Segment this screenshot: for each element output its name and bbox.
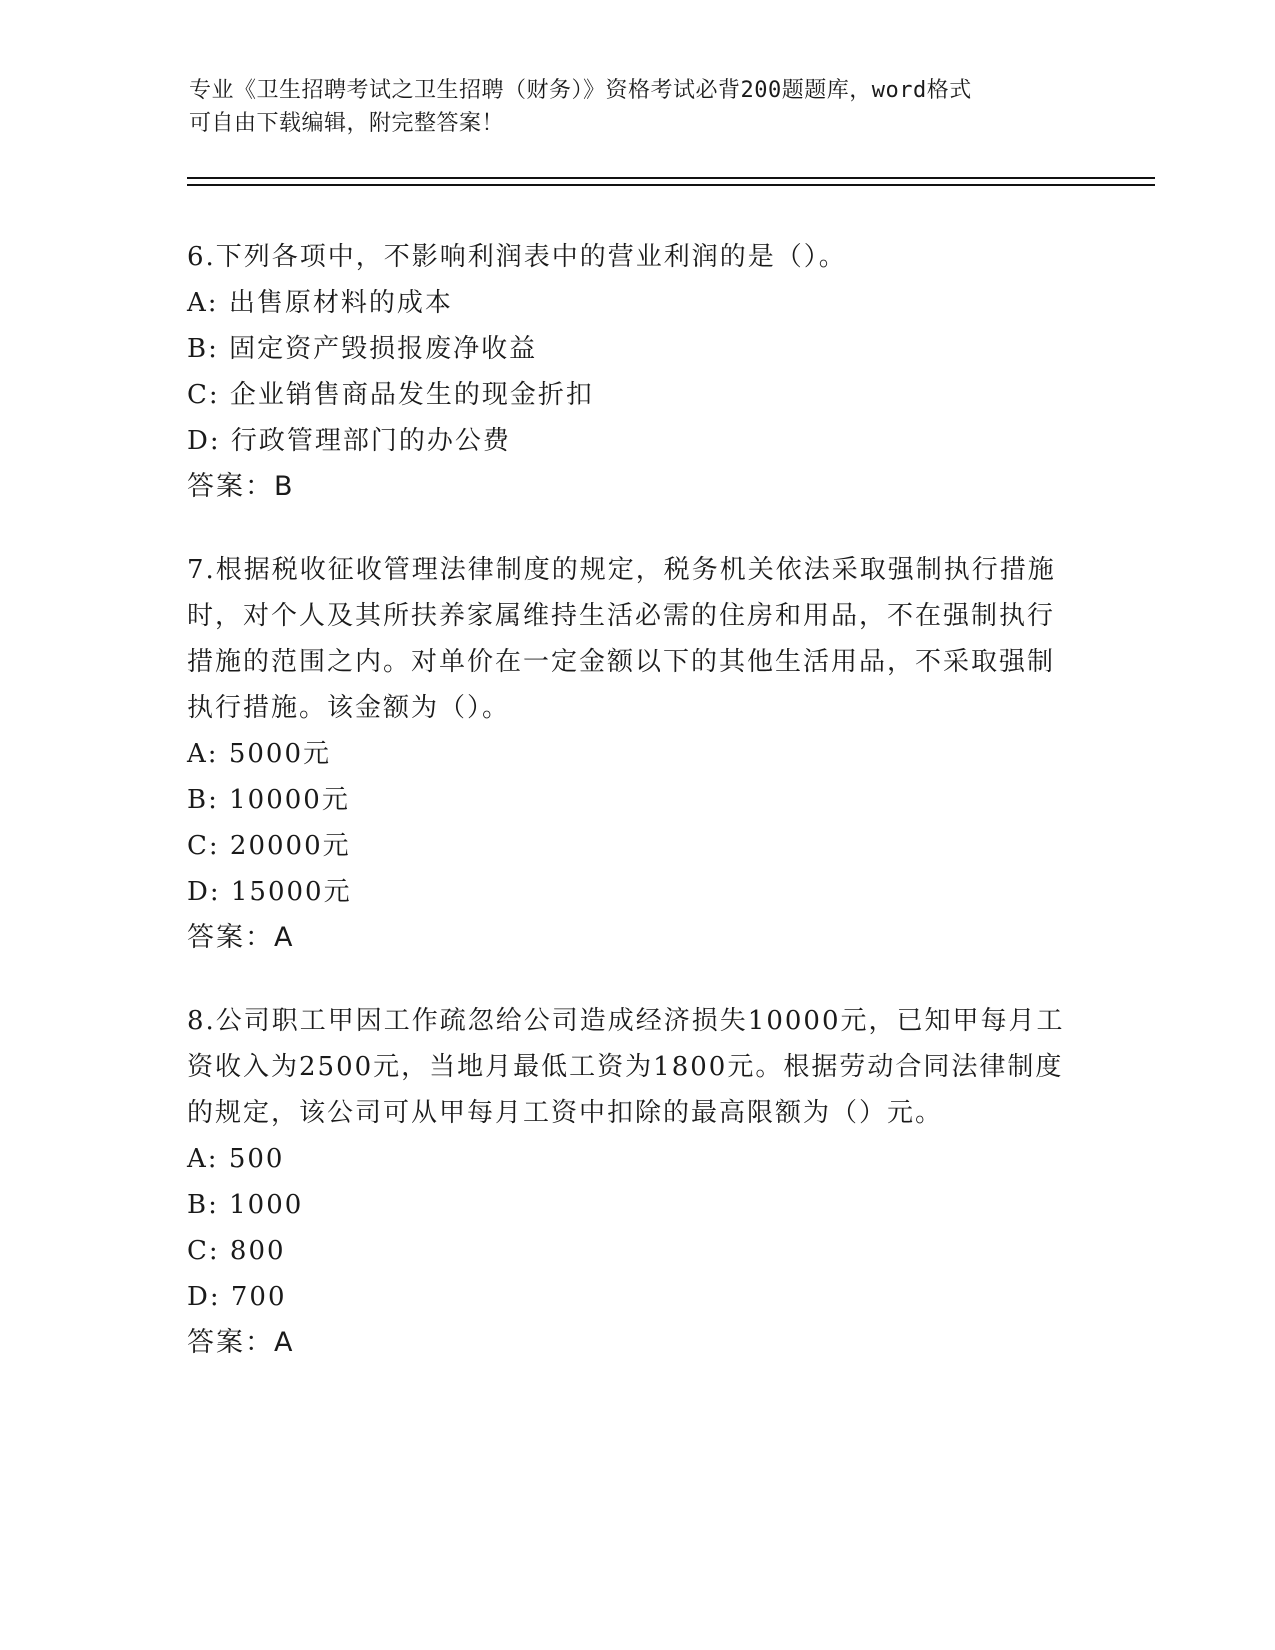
option-letter: C: — [187, 1236, 220, 1266]
option-letter: A: — [187, 288, 219, 318]
option-text: 1000 — [229, 1190, 304, 1220]
option-d — [187, 1274, 1067, 1320]
option-d — [187, 418, 1067, 464]
header-divider-top — [187, 177, 1155, 179]
option-text: 700 — [230, 1282, 287, 1312]
option-text: 20000元 — [229, 831, 351, 861]
option-b — [187, 1182, 1067, 1228]
option-c — [187, 823, 1067, 869]
option-c — [187, 372, 1067, 418]
answer-label: 答案：B — [187, 471, 295, 502]
option-text: 行政管理部门的办公费 — [230, 426, 511, 456]
option-d — [187, 869, 1067, 915]
option-letter: C: — [187, 831, 220, 861]
option-text: 500 — [228, 1144, 285, 1174]
header-divider-bottom — [187, 184, 1155, 186]
option-a — [187, 1136, 1067, 1182]
option-letter: B: — [187, 334, 219, 364]
option-text: 15000元 — [230, 877, 352, 907]
option-text: 企业销售商品发生的现金折扣 — [229, 380, 594, 410]
option-text: 10000元 — [229, 785, 350, 815]
option-letter: D: — [187, 877, 221, 907]
question-text: 7.根据税收征收管理法律制度的规定，税务机关依法采取强制执行措施时，对个人及其所扶养家属维持生活必需的住房和用品，不在强制执行措施的范围之内。对单价在一定金额以下的其他生活用品，不采取强制执行措施。该金额为（）。 — [187, 555, 1056, 723]
option-text: 出售原材料的成本 — [228, 288, 453, 318]
question-list — [187, 234, 1067, 1403]
question-text: 8.公司职工甲因工作疏忽给公司造成经济损失10000元，已知甲每月工资收入为2500元，当地月最低工资为1800元。根据劳动合同法律制度的规定，该公司可从甲每月工资中扣除的最高限额为（）元。 — [187, 1006, 1065, 1128]
option-letter: A: — [187, 1144, 219, 1174]
option-a — [187, 731, 1067, 777]
option-text: 5000元 — [228, 739, 331, 769]
answer-label: 答案：A — [187, 1327, 295, 1358]
header-line-1: 专业《卫生招聘考试之卫生招聘（财务）》资格考试必背200题题库，word格式 — [189, 78, 972, 103]
option-letter: B: — [187, 1190, 219, 1220]
option-letter: D: — [187, 426, 221, 456]
option-c — [187, 1228, 1067, 1274]
option-a — [187, 280, 1067, 326]
option-letter: B: — [187, 785, 219, 815]
option-letter: C: — [187, 380, 220, 410]
option-letter: D: — [187, 1282, 221, 1312]
question-6 — [187, 234, 1067, 510]
header-line-2: 可自由下载编辑，附完整答案！ — [189, 111, 505, 136]
question-7 — [187, 547, 1067, 961]
option-text: 固定资产毁损报废净收益 — [229, 334, 538, 364]
question-8 — [187, 998, 1067, 1366]
option-text: 800 — [229, 1236, 286, 1266]
option-letter: A: — [187, 739, 219, 769]
option-b — [187, 326, 1067, 372]
option-b — [187, 777, 1067, 823]
answer-label: 答案：A — [187, 922, 295, 953]
question-text: 6.下列各项中，不影响利润表中的营业利润的是（）。 — [187, 242, 847, 272]
document-header — [189, 74, 1069, 140]
